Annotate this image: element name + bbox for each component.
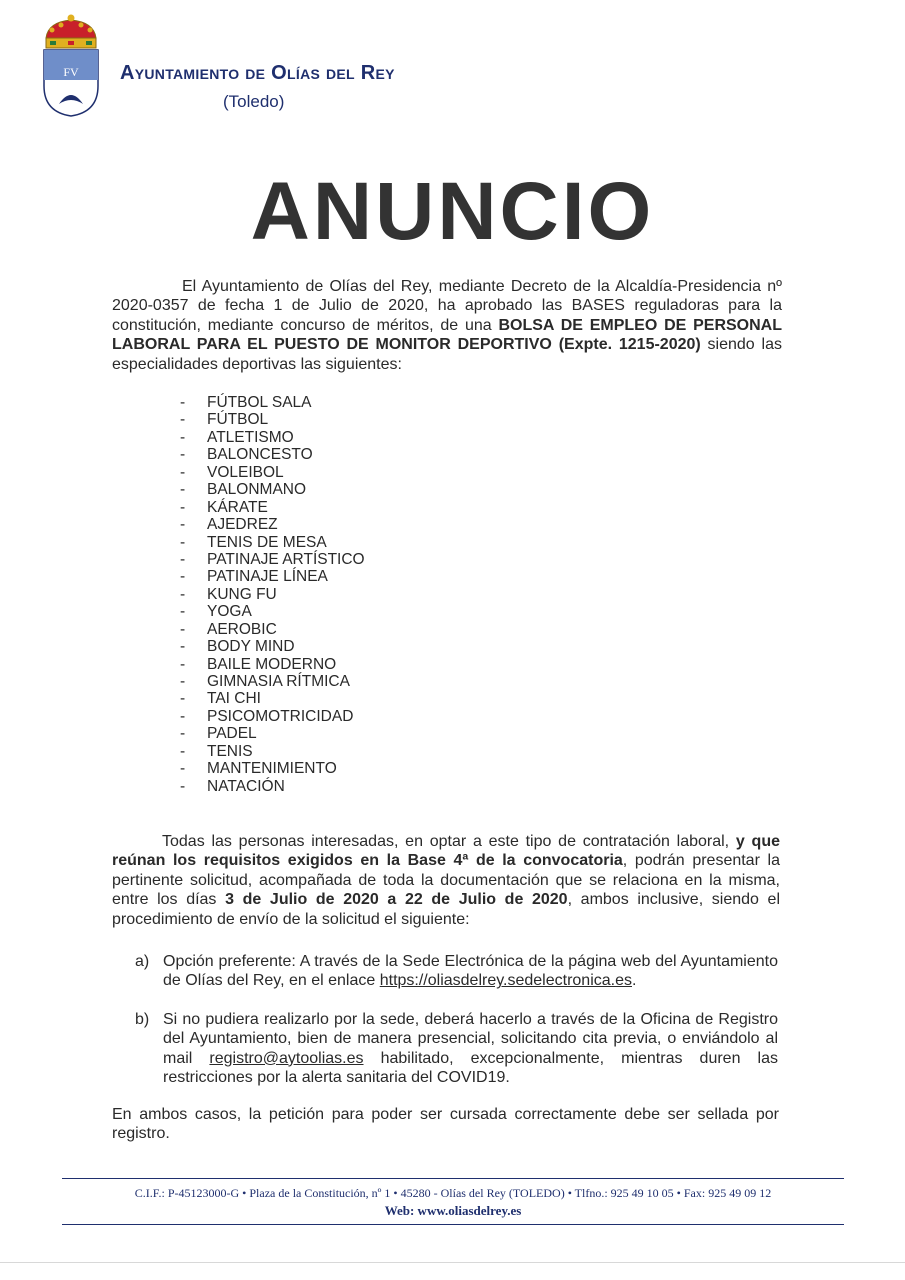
sport-item bbox=[180, 516, 365, 533]
intro-text-2: siendo las especialidades deportivas las siguientes: bbox=[112, 336, 782, 373]
sport-name: BAILE MODERNO bbox=[207, 655, 337, 673]
option-a-label: a) bbox=[135, 953, 150, 970]
para2-text-1: Todas las personas interesadas, en optar a este tipo de contratación laboral, bbox=[162, 833, 736, 850]
sport-dash: - bbox=[180, 707, 186, 725]
sport-name: NATACIÓN bbox=[207, 777, 285, 795]
option-b-body-1: Si no pudiera realizarlo por la sede, deberá hacerlo a través de la Oficina de Registro del Ayuntamiento, bien de manera presencial, solicitando cita previa, o enviándolo al mail bbox=[163, 1011, 778, 1067]
sport-item bbox=[180, 551, 365, 568]
org-subtitle: (Toledo) bbox=[223, 92, 285, 111]
intro-bold: BOLSA DE EMPLEO DE PERSONAL LABORAL PARA EL PUESTO DE MONITOR DEPORTIVO (Expte. 1215-2020) bbox=[112, 316, 783, 354]
sport-name: BODY MIND bbox=[207, 638, 295, 656]
closing-paragraph: En ambos casos, la petición para poder ser cursada correctamente debe ser sellada por registro. bbox=[112, 1106, 779, 1143]
sport-dash: - bbox=[180, 533, 186, 551]
sport-item bbox=[180, 411, 365, 428]
sport-dash: - bbox=[180, 568, 186, 586]
sport-name: AEROBIC bbox=[207, 620, 277, 638]
sport-item bbox=[180, 394, 365, 411]
sport-dash: - bbox=[180, 603, 186, 621]
sport-name: MANTENIMIENTO bbox=[207, 760, 337, 778]
footer-bottom-rule bbox=[62, 1224, 844, 1225]
sport-item bbox=[180, 429, 365, 446]
option-b bbox=[135, 1010, 778, 1088]
intro-text-1: El Ayuntamiento de Olías del Rey, mediante Decreto de la Alcaldía-Presidencia nº 2020-0357 de fecha 1 de Julio de 2020, ha aprobado las BASES reguladoras para la constitución, mediante concurso de méritos, de una bbox=[112, 278, 782, 334]
para2-bold-2: 3 de Julio de 2020 a 22 de Julio de 2020 bbox=[225, 891, 568, 909]
sport-name: ATLETISMO bbox=[207, 428, 294, 446]
option-b-text bbox=[163, 1010, 778, 1088]
sport-item bbox=[180, 638, 365, 655]
sport-item bbox=[180, 743, 365, 760]
sport-item bbox=[180, 656, 365, 673]
sport-name: FÚTBOL bbox=[207, 411, 269, 429]
sport-dash: - bbox=[180, 760, 186, 778]
sport-dash: - bbox=[180, 481, 186, 499]
para2-text-3: , ambos inclusive, siendo el procedimiento de envío de la solicitud el siguiente: bbox=[112, 891, 781, 928]
sport-dash: - bbox=[180, 463, 186, 481]
sport-item bbox=[180, 621, 365, 638]
sport-name: KUNG FU bbox=[207, 585, 277, 603]
sport-name: BALONCESTO bbox=[207, 446, 313, 464]
option-a-text bbox=[163, 952, 778, 991]
footer-web[interactable]: Web: www.oliasdelrey.es bbox=[384, 1203, 522, 1218]
footer-top-rule bbox=[62, 1178, 844, 1179]
sport-dash: - bbox=[180, 620, 186, 638]
requirements-paragraph bbox=[112, 832, 780, 929]
option-a-body: Opción preferente: A través de la Sede Electrónica de la página web del Ayuntamiento de Olías del Rey, en el enlace bbox=[163, 953, 778, 990]
sport-dash: - bbox=[180, 516, 186, 534]
sport-name: TAI CHI bbox=[207, 690, 261, 708]
crest-letters: FV bbox=[63, 65, 79, 79]
sport-dash: - bbox=[180, 673, 186, 690]
sport-dash: - bbox=[180, 638, 186, 656]
sport-dash: - bbox=[180, 655, 186, 673]
sport-item bbox=[180, 708, 365, 725]
sport-name: AJEDREZ bbox=[207, 516, 278, 534]
sport-dash: - bbox=[180, 428, 186, 446]
sport-name: FÚTBOL SALA bbox=[207, 394, 312, 411]
org-name: Ayuntamiento de Olías del Rey bbox=[120, 62, 395, 84]
sport-item bbox=[180, 586, 365, 603]
footer bbox=[62, 1185, 844, 1219]
sport-name: GIMNASIA RÍTMICA bbox=[207, 673, 350, 690]
sport-name: PSICOMOTRICIDAD bbox=[207, 707, 354, 725]
sport-dash: - bbox=[180, 394, 186, 411]
para2-bold-1: y que reúnan los requisitos exigidos en la Base 4ª de la convocatoria bbox=[112, 833, 780, 870]
sport-name: KÁRATE bbox=[207, 498, 268, 516]
sport-item bbox=[180, 499, 365, 516]
option-b-body-2: habilitado, excepcionalmente, mientras duren las restricciones por la alerta sanitaria del COVID19. bbox=[163, 1049, 779, 1087]
sede-electronica-link[interactable]: https://oliasdelrey.sedelectronica.es bbox=[379, 972, 632, 990]
option-a bbox=[135, 952, 778, 991]
page-title: ANUNCIO bbox=[250, 166, 655, 257]
sport-dash: - bbox=[180, 411, 186, 429]
sport-name: TENIS DE MESA bbox=[207, 533, 327, 551]
sport-item bbox=[180, 725, 365, 742]
intro-paragraph bbox=[112, 277, 782, 374]
sport-item bbox=[180, 446, 365, 463]
sport-item bbox=[180, 690, 365, 707]
sport-item bbox=[180, 534, 365, 551]
sport-item bbox=[180, 481, 365, 498]
para2-text-2: , podrán presentar la pertinente solicitud, acompañada de toda la documentación que se relaciona en la misma, entre los días bbox=[112, 852, 780, 909]
option-a-end: . bbox=[632, 972, 637, 990]
sports-list bbox=[180, 394, 365, 795]
sport-dash: - bbox=[180, 742, 186, 760]
sport-name: VOLEIBOL bbox=[207, 463, 284, 481]
sport-item bbox=[180, 673, 365, 690]
sport-name: PATINAJE ARTÍSTICO bbox=[207, 550, 365, 568]
sport-item bbox=[180, 603, 365, 620]
sport-dash: - bbox=[180, 725, 186, 743]
sport-dash: - bbox=[180, 585, 186, 603]
sport-item bbox=[180, 760, 365, 777]
sport-name: BALONMANO bbox=[207, 481, 307, 499]
page-bottom-edge bbox=[0, 1262, 905, 1263]
sport-item bbox=[180, 778, 365, 795]
footer-contact-line: C.I.F.: P-45123000-G • Plaza de la Constitución, nº 1 • 45280 - Olías del Rey (TOLEDO) • Tlfno.: 925 49 10 05 • Fax: 925 49 09 12 bbox=[134, 1186, 772, 1200]
option-b-label: b) bbox=[135, 1011, 150, 1028]
sport-name: TENIS bbox=[207, 742, 253, 760]
sport-dash: - bbox=[180, 498, 186, 516]
sport-item bbox=[180, 568, 365, 585]
municipal-crest-logo bbox=[38, 14, 104, 118]
sport-dash: - bbox=[180, 446, 186, 464]
sport-dash: - bbox=[180, 777, 186, 795]
registro-email-link[interactable]: registro@aytoolias.es bbox=[209, 1049, 364, 1067]
sport-name: PATINAJE LÍNEA bbox=[207, 568, 328, 586]
sport-name: YOGA bbox=[207, 603, 252, 621]
sport-item bbox=[180, 464, 365, 481]
sport-name: PADEL bbox=[207, 725, 257, 743]
sport-dash: - bbox=[180, 550, 186, 568]
sport-dash: - bbox=[180, 690, 186, 708]
